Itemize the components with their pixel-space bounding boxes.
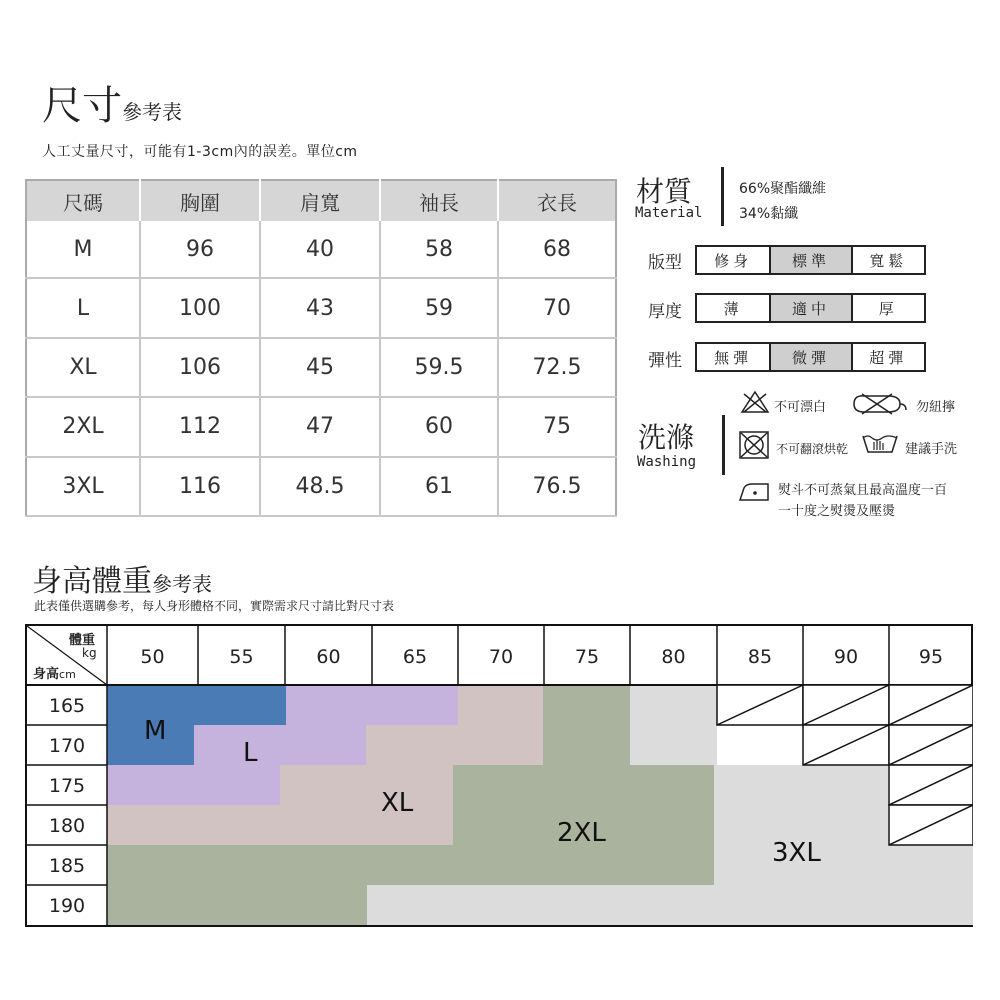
size-cell: 2XL <box>26 397 140 456</box>
size-cell: 47 <box>260 397 380 456</box>
composition-2: 34%黏纖 <box>739 206 799 222</box>
size-row <box>26 338 616 397</box>
size-cell: 76.5 <box>498 457 616 516</box>
no-wring-icon <box>848 392 908 416</box>
iron-icon <box>738 480 772 504</box>
size-cell: 70 <box>498 278 616 337</box>
size-cell: 116 <box>140 457 260 516</box>
size-cell: 59 <box>380 278 498 337</box>
height-label: 175 <box>48 775 86 797</box>
no-wring-text: 勿紐擰 <box>916 400 956 415</box>
size-cell: 96 <box>140 221 260 278</box>
corner-weight-unit: kg <box>82 646 97 660</box>
weight-header: 80 <box>661 646 686 668</box>
size-row <box>26 278 616 337</box>
size-cell: 43 <box>260 278 380 337</box>
weight-header: 65 <box>402 646 428 668</box>
composition-1: 66%聚酯纖維 <box>739 181 827 197</box>
size-cell: 45 <box>260 338 380 397</box>
height-label: 185 <box>48 855 86 877</box>
no-tumble-dry-icon <box>738 430 772 460</box>
corner-height-label: 身高cm <box>33 667 76 682</box>
size-cell: 40 <box>260 221 380 278</box>
weight-header: 85 <box>747 646 773 668</box>
height-label: 170 <box>48 735 86 757</box>
height-label: 190 <box>48 895 86 917</box>
size-cell: 3XL <box>26 457 140 516</box>
fit-option-standard: 標準 <box>771 247 852 273</box>
size-title: 尺寸參考表 <box>42 83 182 129</box>
size-cell: 100 <box>140 278 260 337</box>
size-row <box>26 457 616 516</box>
weight-header: 90 <box>833 646 859 668</box>
size-col-header: 肩寬 <box>260 180 380 221</box>
size-cell: 58 <box>380 221 498 278</box>
chart-grid <box>27 626 973 927</box>
weight-header: 55 <box>229 646 254 668</box>
size-cell: L <box>26 278 140 337</box>
thickness-options <box>695 293 926 323</box>
elasticity-label: 彈性 <box>648 351 682 371</box>
weight-header: 75 <box>574 646 600 668</box>
weight-header: 95 <box>918 646 944 668</box>
size-col-header: 衣長 <box>498 180 616 221</box>
material-title-en: Material <box>635 205 703 221</box>
fit-option-slim: 修身 <box>697 247 771 273</box>
size-cell: 106 <box>140 338 260 397</box>
no-bleach-icon <box>740 390 770 414</box>
thickness-option-thick: 厚 <box>878 299 898 318</box>
divider <box>722 415 725 475</box>
fit-option-loose: 寬鬆 <box>869 251 908 270</box>
size-cell: 61 <box>380 457 498 516</box>
size-cell: XL <box>26 338 140 397</box>
zone-label-2xl: 2XL <box>557 818 606 848</box>
size-col-header: 胸圍 <box>140 180 260 221</box>
size-cell: 59.5 <box>380 338 498 397</box>
size-note: 人工丈量尺寸，可能有1-3cm內的誤差。單位cm <box>42 144 358 160</box>
size-cell: 75 <box>498 397 616 456</box>
elasticity-option-high: 超彈 <box>869 348 908 367</box>
washing-title: 洗滌 <box>638 421 695 454</box>
elasticity-option-slight: 微彈 <box>771 344 852 370</box>
fit-label: 版型 <box>648 253 682 273</box>
no-tumble-dry-text: 不可翻滾烘乾 <box>776 442 849 456</box>
zone-label-xl: XL <box>381 788 414 818</box>
size-row <box>26 397 616 456</box>
iron-text-2: 一十度之熨燙及壓燙 <box>778 504 896 519</box>
weight-header: 50 <box>140 646 165 668</box>
size-cell: 112 <box>140 397 260 456</box>
divider <box>721 167 724 226</box>
zone-label-m: M <box>144 716 167 746</box>
weight-header: 60 <box>316 646 341 668</box>
material-title: 材質 <box>636 175 693 208</box>
height-label: 180 <box>48 815 86 837</box>
size-cell: 72.5 <box>498 338 616 397</box>
hand-wash-text: 建議手洗 <box>905 442 958 457</box>
height-label: 165 <box>48 695 86 717</box>
hand-wash-icon <box>860 430 900 456</box>
thickness-label: 厚度 <box>648 302 682 322</box>
size-row <box>26 221 616 278</box>
size-table <box>25 179 617 517</box>
zone-label-3xl: 3XL <box>772 838 821 868</box>
hw-note: 此表僅供選購參考，每人身形體格不同，實際需求尺寸請比對尺寸表 <box>34 599 395 613</box>
thickness-option-thin: 薄 <box>697 295 771 321</box>
washing-title-en: Washing <box>637 454 697 470</box>
size-cell: M <box>26 221 140 278</box>
size-cell: 60 <box>380 397 498 456</box>
elasticity-option-none: 無彈 <box>697 344 771 370</box>
height-weight-chart <box>25 624 973 927</box>
thickness-option-medium: 適中 <box>771 295 852 321</box>
size-col-header: 袖長 <box>380 180 498 221</box>
no-bleach-text: 不可漂白 <box>774 400 827 415</box>
size-cell: 68 <box>498 221 616 278</box>
fit-options <box>695 245 926 275</box>
iron-text-1: 熨斗不可蒸氣且最高溫度一百 <box>778 483 948 498</box>
corner-weight-label: 體重 <box>69 633 96 648</box>
zone-label-l: L <box>243 738 258 768</box>
elasticity-options <box>695 342 926 372</box>
weight-header: 70 <box>488 646 514 668</box>
hw-title: 身高體重參考表 <box>32 564 212 599</box>
size-cell: 48.5 <box>260 457 380 516</box>
size-col-header: 尺碼 <box>26 180 140 221</box>
